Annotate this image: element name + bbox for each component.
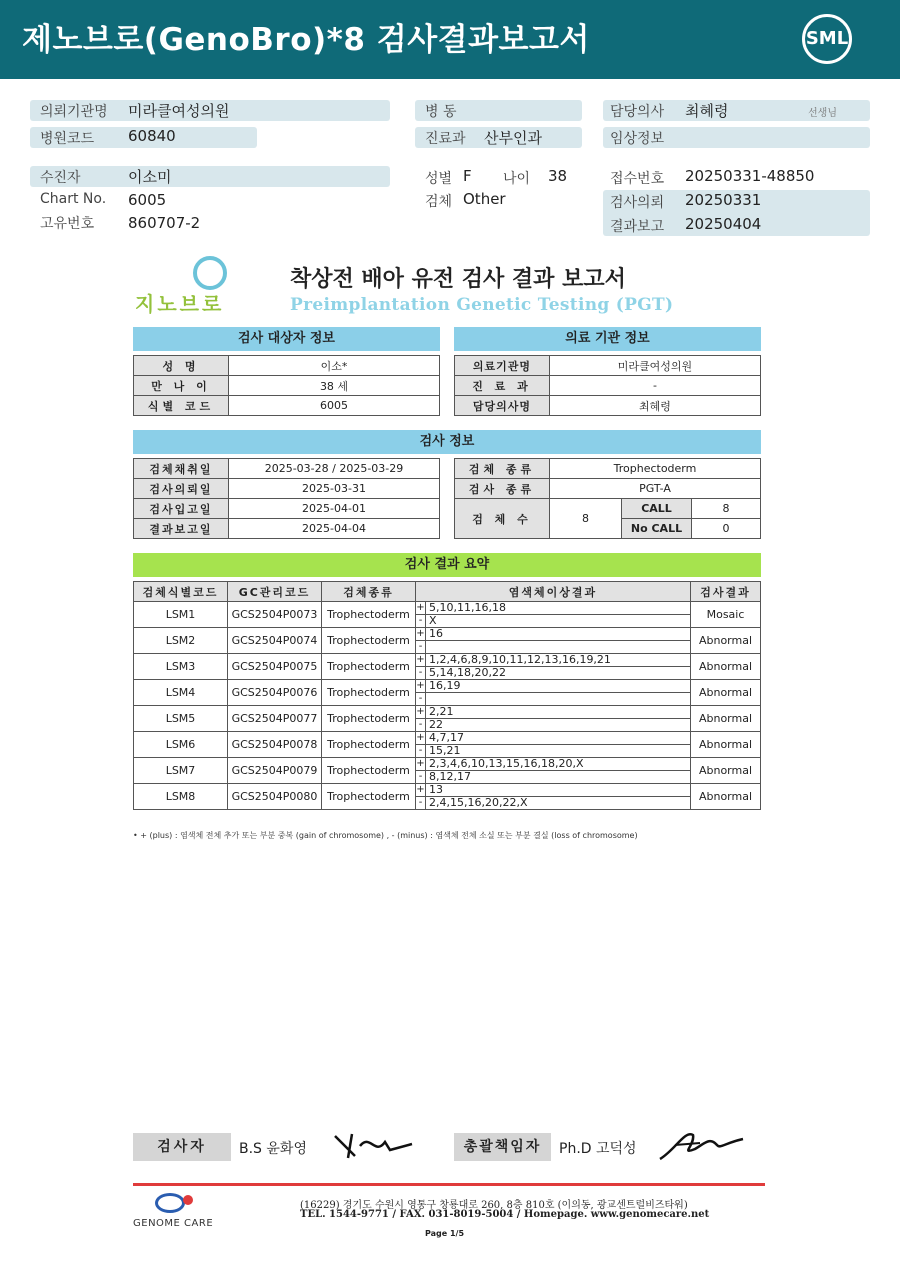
gc-code-cell: GCS2504P0073 (228, 602, 322, 628)
table-row (134, 654, 761, 667)
test-band: 검사 정보 (133, 430, 761, 454)
footer-address: (16229) 경기도 수원시 영통구 창룡대로 260, 8층 810호 (이의동, 광교센트럴비즈타워) (300, 1200, 688, 1211)
result-cell: Abnormal (691, 784, 761, 810)
table-row (134, 706, 761, 719)
minus-mark: - (416, 771, 426, 784)
sample-id-cell: LSM6 (134, 732, 228, 758)
director-signature (655, 1125, 745, 1163)
specimen-value: Other (463, 190, 506, 208)
loss-chromosomes: 22 (426, 719, 691, 732)
test-specimen-table (454, 458, 761, 539)
result-cell: Abnormal (691, 758, 761, 784)
subject-value: 이소* (229, 356, 440, 376)
subject-table (133, 355, 440, 416)
loss-chromosomes (426, 693, 691, 706)
plus-mark: + (416, 706, 425, 717)
gc-code-cell: GCS2504P0074 (228, 628, 322, 654)
logo-word: 지노브로 (135, 292, 225, 316)
plus-mark: + (416, 602, 425, 613)
page-title: 제노브로(GenoBro)*8 검사결과보고서 (22, 22, 590, 58)
subject-label: 성 명 (134, 356, 229, 376)
specimen-type-cell: Trophectoderm (322, 654, 416, 680)
patient-value: 이소미 (128, 168, 172, 186)
gain-chromosomes: 2,3,4,6,10,13,15,16,18,20,X (426, 758, 691, 771)
results-table (133, 581, 761, 810)
medical-label: 진 료 과 (455, 376, 550, 396)
gain-chromosomes: 4,7,17 (426, 732, 691, 745)
gc-code-cell: GCS2504P0080 (228, 784, 322, 810)
id-label: 고유번호 (40, 216, 95, 232)
examiner-name: B.S 윤화영 (239, 1141, 307, 1157)
sample-id-cell: LSM5 (134, 706, 228, 732)
table-row (134, 758, 761, 771)
minus-mark: - (416, 745, 426, 758)
sml-logo (802, 14, 852, 64)
test-date-value: 2025-04-01 (229, 499, 440, 519)
results-band: 검사 결과 요약 (133, 553, 761, 577)
specimen-type-cell: Trophectoderm (322, 628, 416, 654)
hospital-code-label: 병원코드 (40, 131, 95, 147)
sample-id-cell: LSM1 (134, 602, 228, 628)
doctor-label: 담당의사 (610, 104, 665, 120)
gc-mark-icon (155, 1193, 185, 1213)
receipt-value: 20250331-48850 (685, 167, 815, 185)
request-label: 검사의뢰 (610, 195, 665, 211)
plus-mark: + (416, 758, 425, 769)
hospital-code-value: 60840 (128, 127, 176, 145)
subject-value: 6005 (229, 396, 440, 416)
age-value: 38 (548, 167, 568, 185)
id-value: 860707-2 (128, 214, 201, 232)
minus-mark: - (416, 667, 426, 680)
results-header: 염색체이상결과 (416, 582, 691, 602)
clinical-label: 임상정보 (610, 131, 665, 147)
medical-label: 의료기관명 (455, 356, 550, 376)
call-label: CALL (622, 499, 692, 519)
table-row (134, 680, 761, 693)
gain-chromosomes: 16 (426, 628, 691, 641)
results-header: GC관리코드 (228, 582, 322, 602)
logo-ring-icon (193, 256, 227, 290)
genomecare-logo (133, 1193, 225, 1233)
sample-id-cell: LSM2 (134, 628, 228, 654)
gc-code-cell: GCS2504P0077 (228, 706, 322, 732)
test-dates-table (133, 458, 440, 539)
table-row (134, 602, 761, 615)
specimen-label: 검체 (425, 194, 453, 210)
examiner-signature (330, 1128, 415, 1162)
gain-chromosomes: 5,10,11,16,18 (426, 602, 691, 615)
specimen-type-cell: Trophectoderm (322, 706, 416, 732)
medical-label: 담당의사명 (455, 396, 550, 416)
minus-mark: - (416, 797, 426, 810)
gain-chromosomes: 13 (426, 784, 691, 797)
test-date-value: 2025-03-28 / 2025-03-29 (229, 459, 440, 479)
test-date-label: 결과보고일 (134, 519, 229, 539)
loss-chromosomes: X (426, 615, 691, 628)
specimen-type-label: 검체 종류 (455, 459, 550, 479)
test-type-label: 검사 종류 (455, 479, 550, 499)
dept-value: 산부인과 (484, 129, 542, 147)
call-value: 8 (692, 499, 761, 519)
sample-id-cell: LSM4 (134, 680, 228, 706)
results-header: 검체식별코드 (134, 582, 228, 602)
doctor-value: 최혜령 (685, 102, 729, 120)
ward-label: 병 동 (425, 104, 457, 120)
results-footnote: • + (plus) : 염색체 전체 추가 또는 부분 중복 (gain of chromosome) , - (minus) : 염색체 전체 소실 또는 부분 결실 (loss of chromosome) (133, 831, 638, 840)
sml-logo-text: SML (805, 28, 849, 49)
institution-value: 미라클여성의원 (128, 102, 230, 120)
specimen-type-cell: Trophectoderm (322, 680, 416, 706)
gc-code-cell: GCS2504P0076 (228, 680, 322, 706)
institution-label: 의뢰기관명 (40, 104, 108, 120)
minus-mark: - (416, 641, 426, 654)
specimen-type-value: Trophectoderm (550, 459, 761, 479)
result-cell: Abnormal (691, 654, 761, 680)
nocall-label: No CALL (622, 519, 692, 539)
patient-label: 수진자 (40, 170, 81, 186)
result-cell: Abnormal (691, 680, 761, 706)
plus-mark: + (416, 654, 425, 665)
patient-row (30, 166, 390, 187)
plus-mark: + (416, 628, 425, 639)
minus-mark: - (416, 693, 426, 706)
table-row (134, 628, 761, 641)
minus-mark: - (416, 615, 426, 628)
report-title: 착상전 배아 유전 검사 결과 보고서 (290, 267, 626, 292)
specimen-type-cell: Trophectoderm (322, 758, 416, 784)
sex-label: 성별 (425, 171, 453, 187)
test-date-value: 2025-03-31 (229, 479, 440, 499)
medical-value: - (550, 376, 761, 396)
doctor-suffix: 선생님 (808, 108, 837, 119)
gc-code-cell: GCS2504P0079 (228, 758, 322, 784)
gc-dot-icon (183, 1195, 193, 1205)
loss-chromosomes: 15,21 (426, 745, 691, 758)
gain-chromosomes: 1,2,4,6,8,9,10,11,12,13,16,19,21 (426, 654, 691, 667)
subject-label: 만 나 이 (134, 376, 229, 396)
sample-id-cell: LSM8 (134, 784, 228, 810)
loss-chromosomes: 8,12,17 (426, 771, 691, 784)
medical-value: 최혜령 (550, 396, 761, 416)
director-name: Ph.D 고덕성 (559, 1141, 637, 1157)
footer-divider (133, 1183, 765, 1186)
results-header: 검체종류 (322, 582, 416, 602)
receipt-label: 접수번호 (610, 171, 665, 187)
result-cell: Mosaic (691, 602, 761, 628)
page-number: Page 1/5 (425, 1229, 465, 1238)
age-label: 나이 (503, 171, 531, 187)
gain-chromosomes: 2,21 (426, 706, 691, 719)
test-type-value: PGT-A (550, 479, 761, 499)
request-value: 20250331 (685, 191, 762, 209)
examiner-label: 검사자 (133, 1133, 231, 1161)
result-cell: Abnormal (691, 628, 761, 654)
header-bar (0, 0, 900, 79)
result-cell: Abnormal (691, 706, 761, 732)
plus-mark: + (416, 784, 425, 795)
director-label: 총괄책임자 (454, 1133, 551, 1161)
gain-chromosomes: 16,19 (426, 680, 691, 693)
sample-id-cell: LSM7 (134, 758, 228, 784)
chart-label: Chart No. (40, 191, 107, 207)
report-subtitle: Preimplantation Genetic Testing (PGT) (290, 295, 674, 315)
chart-value: 6005 (128, 191, 167, 209)
company-name: GENOME CARE (133, 1218, 214, 1229)
results-header-row (134, 582, 761, 602)
plus-mark: + (416, 680, 425, 691)
plus-mark: + (416, 732, 425, 743)
test-date-value: 2025-04-04 (229, 519, 440, 539)
dept-label: 진료과 (425, 131, 466, 147)
genobro-logo (135, 252, 250, 314)
test-date-label: 검사의뢰일 (134, 479, 229, 499)
minus-mark: - (416, 719, 426, 732)
loss-chromosomes (426, 641, 691, 654)
results-body (134, 602, 761, 810)
report-label: 결과보고 (610, 219, 665, 235)
subject-label: 식별 코드 (134, 396, 229, 416)
medical-band: 의료 기관 정보 (454, 327, 761, 351)
result-cell: Abnormal (691, 732, 761, 758)
gc-code-cell: GCS2504P0075 (228, 654, 322, 680)
specimen-type-cell: Trophectoderm (322, 732, 416, 758)
specimen-type-cell: Trophectoderm (322, 602, 416, 628)
nocall-value: 0 (692, 519, 761, 539)
count-label: 검 체 수 (455, 499, 550, 539)
medical-table (454, 355, 761, 416)
subject-band: 검사 대상자 정보 (133, 327, 440, 351)
loss-chromosomes: 5,14,18,20,22 (426, 667, 691, 680)
count-value: 8 (550, 499, 622, 539)
report-value: 20250404 (685, 215, 762, 233)
sample-id-cell: LSM3 (134, 654, 228, 680)
footer-contact: TEL. 1544-9771 / FAX. 031-8019-5004 / Homepage. www.genomecare.net (300, 1209, 710, 1220)
specimen-type-cell: Trophectoderm (322, 784, 416, 810)
subject-value: 38 세 (229, 376, 440, 396)
test-date-label: 검체채취일 (134, 459, 229, 479)
gc-code-cell: GCS2504P0078 (228, 732, 322, 758)
results-header: 검사결과 (691, 582, 761, 602)
loss-chromosomes: 2,4,15,16,20,22,X (426, 797, 691, 810)
medical-value: 미라클여성의원 (550, 356, 761, 376)
sex-value: F (463, 167, 472, 185)
table-row (134, 732, 761, 745)
test-date-label: 검사입고일 (134, 499, 229, 519)
table-row (134, 784, 761, 797)
